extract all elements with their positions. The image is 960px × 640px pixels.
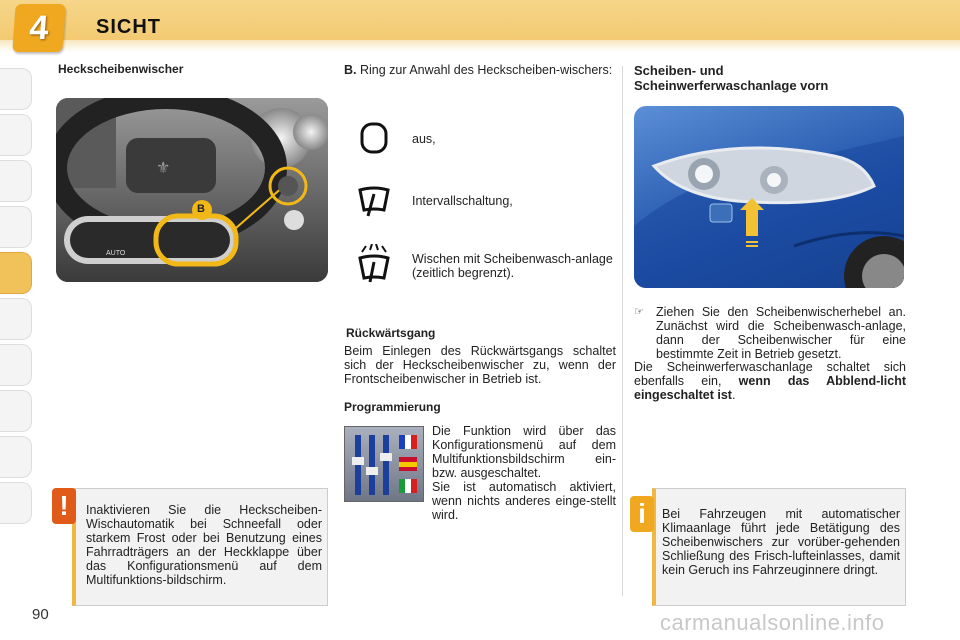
page-title: SICHT [96,16,161,38]
warning-icon: ! [52,488,76,524]
bullet-item [634,305,906,361]
headlamp-illustration [634,106,904,288]
section-heading-front-washer: Scheiben- und Scheinwerferwaschanlage vorn [634,63,829,93]
info-text: Bei Fahrzeugen mit automatischer Klimaanlage führt jede Betätigung des Scheibenwischers zur vorüber-gehenden Schließung des Frisch-lufteinlasses, damit kein Geruch ins Fahrzeuginnere dringt. [662,507,900,577]
wiper-off-icon [356,118,392,158]
section-heading-programming: Programmierung [344,400,441,414]
watermark: carmanualsonline.info [660,610,885,635]
page-number: 90 [32,606,49,623]
config-menu-illustration [344,426,424,502]
chapter-tab[interactable] [0,344,32,386]
chapter-number: 4 [28,8,50,47]
warning-text: Inaktivieren Sie die Heckscheiben-Wischautomatik bei Schneefall oder starkem Frost oder bei Benutzung eines Fahrradträgers an der Heckklappe über das Konfigurationsmenü auf dem Multifunktions-bildschirm. [86,503,322,587]
pointing-hand-icon: ☞ [634,306,644,318]
section-heading-reverse: Rückwärtsgang [346,326,436,340]
wiper-interval-icon [356,182,392,222]
svg-text:⚜: ⚜ [156,160,171,177]
chapter-tabs [0,68,34,578]
chapter-tab[interactable] [0,298,32,340]
washer-icon [356,244,392,284]
column-divider [622,66,623,596]
warning-note [72,488,328,606]
ring-text: Ring zur Anwahl des Heckscheiben-wischers: [359,63,613,77]
chapter-tab[interactable] [0,114,32,156]
chapter-tab[interactable] [0,160,32,202]
option-interval-label: Intervallschaltung, [412,194,513,208]
chapter-tab[interactable] [0,436,32,478]
programming-text-2: Sie ist automatisch aktiviert, wenn nichts anderes einge-stellt wird. [432,480,616,522]
info-note [652,488,906,606]
chapter-tab[interactable] [0,206,32,248]
chapter-badge [12,4,65,52]
reverse-text: Beim Einlegen des Rückwärtsgangs schaltet sich der Heckscheibenwischer zu, wenn der Frontscheibenwischer in Betrieb ist. [344,344,616,386]
chapter-tab[interactable] [0,482,32,524]
info-icon: i [630,496,654,532]
chapter-tab[interactable] [0,68,32,110]
option-washer-label: Wischen mit Scheibenwasch-anlage (zeitlich begrenzt). [412,252,613,280]
callout-letter-b: B [197,203,205,215]
ring-label: B. [344,63,357,77]
headlamp-washer-text: Die Scheinwerferwaschanlage schaltet sich ebenfalls ein, wenn das Abblend-licht eingeschaltet ist. [634,360,906,402]
header-band [0,40,960,52]
chapter-tab-active[interactable] [0,252,32,294]
option-off-label: aus, [412,132,436,146]
lever-auto-label: AUTO [106,250,126,257]
programming-text-1: Die Funktion wird über das Konfigurationsmenü auf dem Multifunktionsbildschirm ein- bzw. ausgeschaltet. [432,424,616,480]
chapter-tab[interactable] [0,390,32,432]
ring-description [344,63,616,77]
section-heading-rear-wiper: Heckscheibenwischer [58,62,184,76]
steering-column-illustration [56,98,328,282]
bullet-text: Ziehen Sie den Scheibenwischerhebel an. Zunächst wird die Scheibenwasch-anlage, dann der Scheibenwischer für eine bestimmte Zeit in Betrieb gesetzt. [656,305,906,361]
